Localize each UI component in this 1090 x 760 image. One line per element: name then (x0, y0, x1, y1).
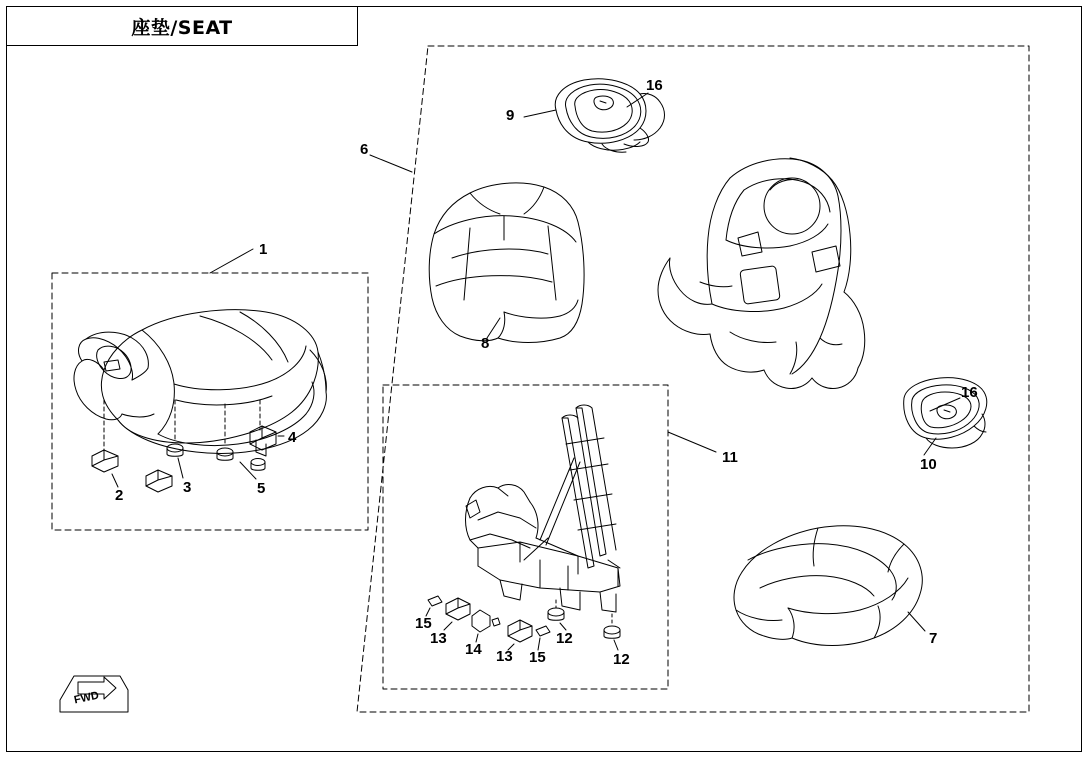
callout-6: 6 (360, 141, 369, 158)
callout-10: 10 (920, 456, 937, 473)
callout-16a: 16 (646, 77, 663, 94)
callout-12a: 12 (556, 630, 573, 647)
callout-8: 8 (481, 335, 490, 352)
page-border (6, 6, 1082, 752)
callout-15b: 15 (529, 649, 546, 666)
callout-1: 1 (259, 241, 268, 258)
callout-15a: 15 (415, 615, 432, 632)
callout-11: 11 (722, 449, 738, 466)
callout-14: 14 (465, 641, 482, 658)
callout-16b: 16 (961, 384, 978, 401)
callout-3: 3 (183, 479, 192, 496)
callout-13a: 13 (430, 630, 447, 647)
callout-9: 9 (506, 107, 515, 124)
callout-7: 7 (929, 630, 938, 647)
fwd-direction-label: FWD (73, 689, 101, 707)
title-block (6, 6, 358, 46)
callout-2: 2 (115, 487, 124, 504)
callout-5: 5 (257, 480, 266, 497)
callout-12b: 12 (613, 651, 630, 668)
callout-4: 4 (288, 429, 297, 446)
page-title: 座垫/SEAT (131, 16, 233, 39)
callout-13b: 13 (496, 648, 513, 665)
